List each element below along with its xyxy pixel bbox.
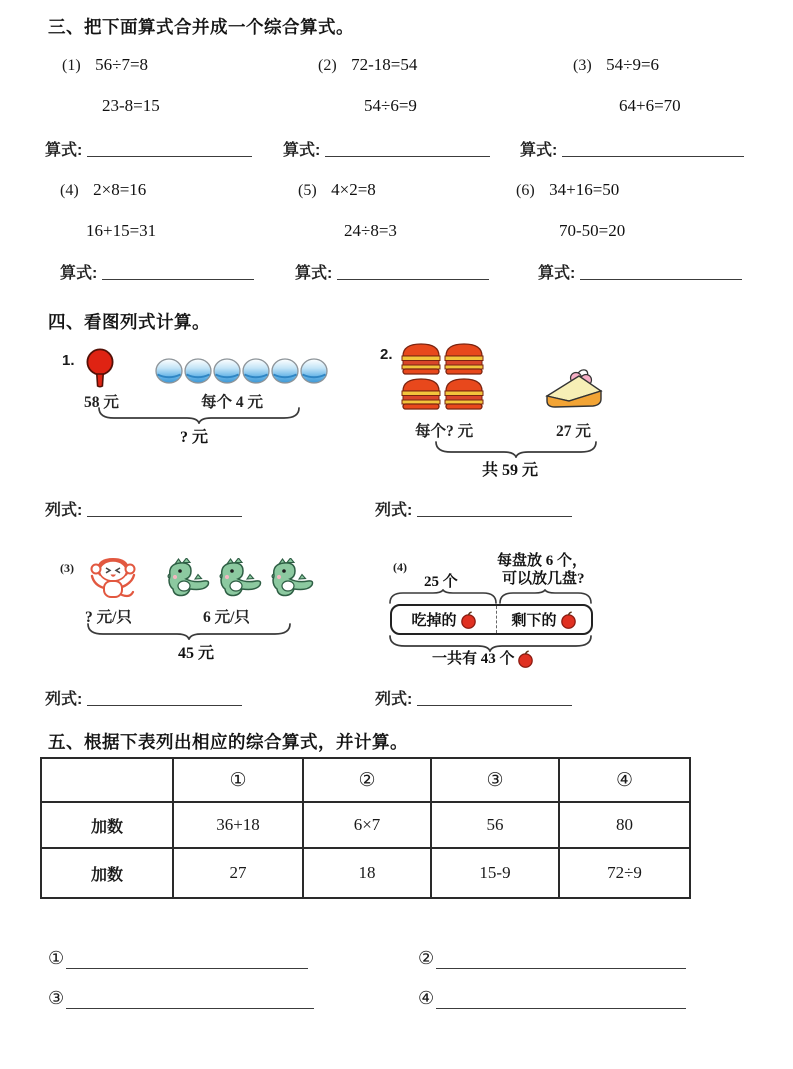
table-corner-cell <box>42 759 174 803</box>
lieshi-label: 列式: <box>45 691 83 708</box>
answer-blank-5 <box>295 260 489 283</box>
problem-3 <box>573 55 681 116</box>
dinosaur-icon <box>214 558 266 602</box>
table-row2-col3: 15-9 <box>432 849 560 897</box>
p4-count-label: 25 个 <box>424 574 458 590</box>
table-row1-label: 加数 <box>42 803 174 849</box>
p4-question-line2: 可以放几盘? <box>502 571 585 587</box>
p4-question-line1: 每盘放 6 个， <box>497 553 588 569</box>
p3-total: 45 元 <box>178 645 215 662</box>
answer-line-1 <box>48 948 308 969</box>
problem-number: (4) <box>60 182 79 199</box>
answer-line <box>66 994 314 1009</box>
answer-blank-1 <box>45 137 252 160</box>
circled-1: ① <box>48 948 65 968</box>
answer-label: 算式: <box>295 265 333 282</box>
answer-line <box>87 142 252 157</box>
p4-box-left-label: 吃掉的 <box>411 613 457 629</box>
answer-label: 算式: <box>520 142 558 159</box>
equation-1: 56÷7=8 <box>95 55 149 74</box>
equation-1: 2×8=16 <box>93 180 147 199</box>
problem-2 <box>318 55 417 116</box>
table-row1-col4: 80 <box>560 803 689 849</box>
p1-number: 1. <box>62 352 75 369</box>
apple-icon <box>560 611 577 629</box>
table-row1-col2: 6×7 <box>304 803 432 849</box>
problem-number: (3) <box>573 57 592 74</box>
p2-number: 2. <box>380 346 393 363</box>
answer-line <box>337 265 489 280</box>
monkey-icon <box>86 554 148 604</box>
table-header-2: ② <box>304 759 432 803</box>
lieshi-label: 列式: <box>45 502 83 519</box>
answer-line <box>580 265 742 280</box>
table-row2-label: 加数 <box>42 849 174 897</box>
table-row2-col4: 72÷9 <box>607 863 642 882</box>
p1-price-left: 58 元 <box>84 394 119 411</box>
lieshi-label: 列式: <box>375 691 413 708</box>
table-row2-col2: 18 <box>304 849 432 897</box>
equation-2: 54÷6=9 <box>364 96 417 115</box>
underbrace <box>87 622 291 640</box>
answer-label: 算式: <box>45 142 83 159</box>
answer-label: 算式: <box>538 265 576 282</box>
p1-total: ? 元 <box>180 429 209 446</box>
answer-blank-3 <box>520 137 744 160</box>
answer-blank-2 <box>283 137 490 160</box>
answer-line-2 <box>418 948 686 969</box>
hamburger-icon <box>400 376 442 410</box>
blue-ball-icon <box>184 358 212 384</box>
lieshi-blank-1 <box>45 497 242 520</box>
answer-blank-6 <box>538 260 742 283</box>
answer-label: 算式: <box>283 142 321 159</box>
circled-4: ④ <box>418 988 435 1008</box>
p4-total-label: 一共有 43 个 <box>432 651 515 667</box>
answer-line <box>87 502 242 517</box>
answer-line <box>102 265 254 280</box>
answer-line-4 <box>418 988 686 1009</box>
answer-line <box>417 691 572 706</box>
blue-ball-icon <box>271 358 299 384</box>
hamburger-icon <box>443 376 485 410</box>
equation-2: 64+6=70 <box>619 96 681 115</box>
blue-ball-icon <box>155 358 183 384</box>
p3-dinosaur-row <box>162 558 318 602</box>
equation-1: 54÷9=6 <box>606 55 660 74</box>
blue-ball-icon <box>242 358 270 384</box>
equation-1: 72-18=54 <box>351 55 418 74</box>
equation-2: 23-8=15 <box>102 96 160 115</box>
answer-line <box>87 691 242 706</box>
table-header-1: ① <box>174 759 304 803</box>
table-row1-col1: 36+18 <box>174 803 304 849</box>
answer-line <box>66 954 308 969</box>
p1-balls-row <box>155 358 328 384</box>
hamburger-icon <box>400 341 442 375</box>
lieshi-blank-4 <box>375 686 572 709</box>
p1-price-right: 每个 4 元 <box>201 394 264 411</box>
problem-number: (5) <box>298 182 317 199</box>
dinosaur-icon <box>266 558 318 602</box>
answer-label: 算式: <box>60 265 98 282</box>
circled-2: ② <box>418 948 435 968</box>
p2-price-right: 27 元 <box>556 423 591 440</box>
p3-number: (3) <box>60 561 74 575</box>
problem-4 <box>60 180 156 241</box>
cake-slice-icon <box>543 366 605 416</box>
equation-1: 34+16=50 <box>549 180 620 199</box>
p4-box-right-cell <box>497 606 591 633</box>
lieshi-label: 列式: <box>375 502 413 519</box>
p2-burgers-grid <box>400 341 488 410</box>
table-row1-col3: 56 <box>432 803 560 849</box>
dinosaur-icon <box>162 558 214 602</box>
answer-line <box>562 142 744 157</box>
answer-line <box>325 142 490 157</box>
underbrace <box>435 440 597 458</box>
blue-ball-icon <box>300 358 328 384</box>
underbrace <box>98 406 300 424</box>
answer-line <box>417 502 572 517</box>
problem-6 <box>516 180 625 241</box>
p3-price-right: 6 元/只 <box>203 609 250 626</box>
p4-apple-box <box>390 604 593 635</box>
lieshi-blank-3 <box>45 686 242 709</box>
problem-number: (1) <box>62 57 81 74</box>
table-row2-col1: 27 <box>174 849 304 897</box>
equation-2: 24÷8=3 <box>344 221 397 240</box>
lieshi-blank-2 <box>375 497 572 520</box>
p3-price-left: ? 元/只 <box>85 609 132 626</box>
answer-line <box>436 954 686 969</box>
problem-5 <box>298 180 397 241</box>
p2-price-left: 每个? 元 <box>415 423 474 440</box>
equation-2: 16+15=31 <box>86 221 157 240</box>
section4-heading: 四、看图列式计算。 <box>48 312 210 332</box>
blue-ball-icon <box>213 358 241 384</box>
p4-box-left-cell <box>392 606 497 633</box>
problem-number: (6) <box>516 182 535 199</box>
answer-line-3 <box>48 988 314 1009</box>
section5-heading: 五、根据下表列出相应的综合算式，并计算。 <box>48 732 408 752</box>
table-header-4: ④ <box>560 759 689 803</box>
overbrace-right <box>499 589 592 604</box>
p4-box-right-label: 剩下的 <box>511 613 557 629</box>
answer-blank-4 <box>60 260 254 283</box>
section5-table <box>40 757 691 899</box>
overbrace-left <box>389 589 497 604</box>
p4-total-row <box>432 650 534 668</box>
table-tennis-paddle-icon <box>84 348 116 390</box>
problem-1 <box>62 55 160 116</box>
p4-number: (4) <box>393 560 407 574</box>
equation-2: 70-50=20 <box>559 221 626 240</box>
problem-number: (2) <box>318 57 337 74</box>
equation-1: 4×2=8 <box>331 180 376 199</box>
table-header-3: ③ <box>432 759 560 803</box>
apple-icon <box>460 611 477 629</box>
apple-icon <box>517 650 534 668</box>
hamburger-icon <box>443 341 485 375</box>
answer-line <box>436 994 686 1009</box>
p2-total: 共 59 元 <box>482 462 539 479</box>
section3-heading: 三、把下面算式合并成一个综合算式。 <box>48 17 354 37</box>
circled-3: ③ <box>48 988 65 1008</box>
